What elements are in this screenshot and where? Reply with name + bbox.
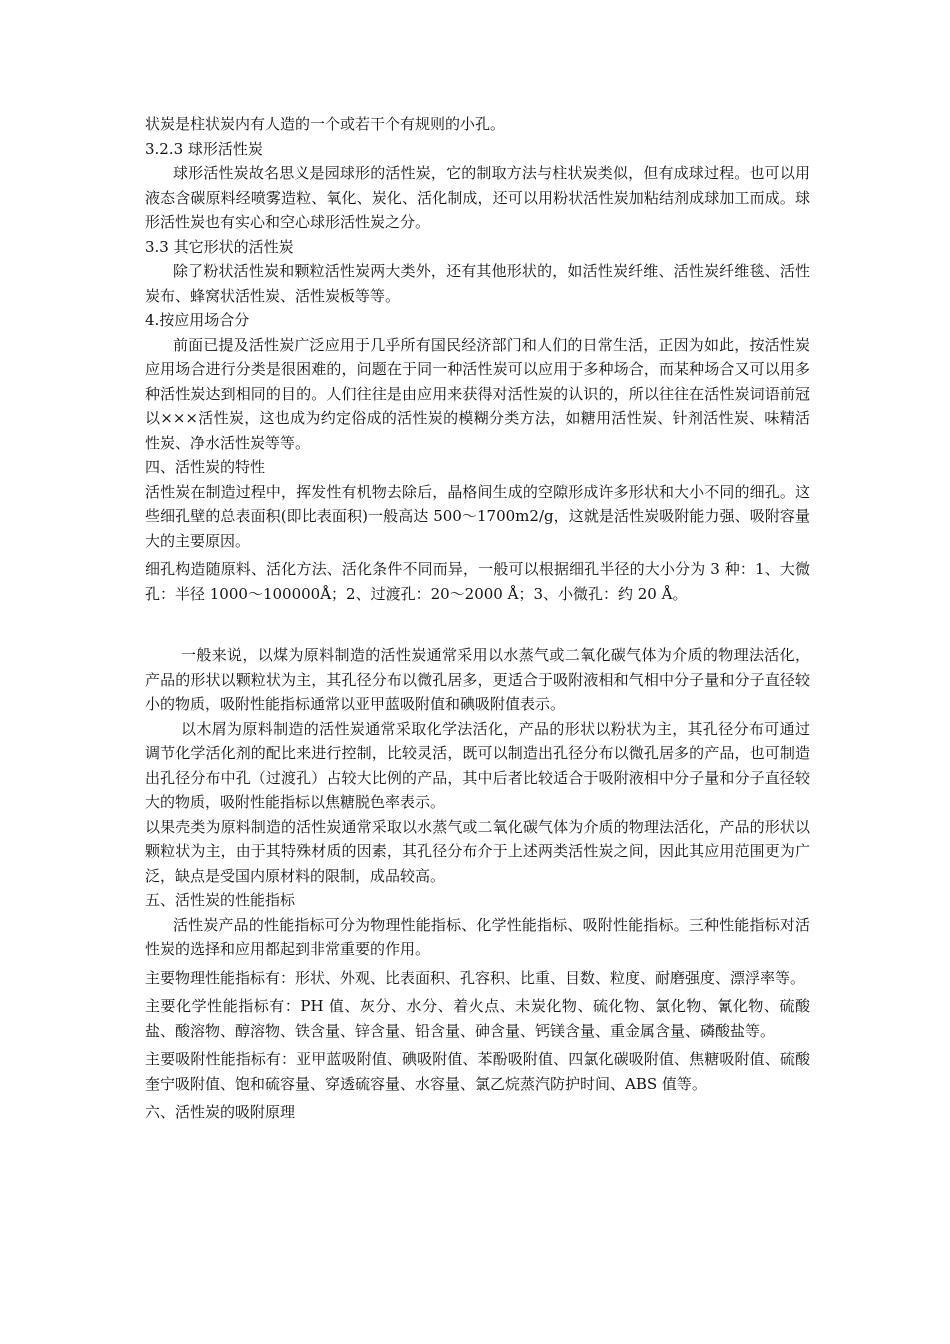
- paragraph-shell-based: 以果壳类为原料制造的活性炭通常采取以水蒸气或二氧化碳气体为介质的物理法活化，产品的形状以颗粒状为主，由于其特殊材质的因素，其孔径分布介于上述两类活性炭之间，因此其应用范围更为广泛，缺点是受国内原材料的限制，成品较高。: [145, 817, 810, 885]
- heading-3-3: 3.3 其它形状的活性炭: [145, 237, 294, 256]
- paragraph-coal-based: 一般来说，以煤为原料制造的活性炭通常采用以水蒸气或二氧化碳气体为介质的物理法活化，产品的形状以颗粒状为主，其孔径分布以微孔居多，更适合于吸附液相和气相中分子量和分子直径较小的物质，吸附性能指标通常以亚甲蓝吸附值和碘吸附值表示。: [145, 646, 810, 713]
- heading-section-four: 四、活性炭的特性: [145, 458, 266, 476]
- paragraph-columnar-carbon-end: 状炭是柱状炭内有人造的一个或若干个有规则的小孔。: [145, 115, 506, 133]
- heading-3-2-3: 3.2.3 球形活性炭: [145, 139, 263, 158]
- heading-section-six: 六、活性炭的吸附原理: [145, 1103, 296, 1121]
- paragraph-by-application: 前面已提及活性炭广泛应用于几乎所有国民经济部门和人们的日常生活，正因为如此，按活性炭应用场合进行分类是很困难的，问题在于同一种活性炭可以应用于多种场合，而某种场合又可以用多种活性炭达到相同的目的。人们往往是由应用来获得对活性炭的认识的，所以往往在活性炭词语前冠以×××活性炭，这也成为约定俗成的活性炭的模糊分类方法，如糖用活性炭、针剂活性炭、味精活性炭、净水活性炭等等。: [145, 335, 810, 452]
- paragraph-pore-surface-area: 活性炭在制造过程中，挥发性有机物去除后，晶格间生成的空隙形成许多形状和大小不同的细孔。这些细孔壁的总表面积(即比表面积)一般高达 500～1700m2/g，这就是活性炭吸附能力强、吸附容量大的主要原因。: [145, 482, 810, 550]
- paragraph-chemical-indicators: 主要化学性能指标有：PH 值、灰分、水分、着火点、未炭化物、硫化物、氯化物、氰化物、硫酸盐、酸溶物、醇溶物、铁含量、锌含量、铅含量、砷含量、钙镁含量、重金属含量、磷酸盐等。: [145, 997, 810, 1040]
- paragraph-physical-indicators: 主要物理性能指标有：形状、外观、比表面积、孔容积、比重、目数、粒度、耐磨强度、漂浮率等。: [145, 968, 806, 987]
- paragraph-spherical-carbon: 球形活性炭故名思义是园球形的活性炭，它的制取方法与柱状炭类似，但有成球过程。也可以用液态含碳原料经喷雾造粒、氧化、炭化、活化制成，还可以用粉状活性炭加粘结剂成球加工而成。球形活性炭也有实心和空心球形活性炭之分。: [145, 164, 810, 231]
- heading-4: 4.按应用场合分: [145, 311, 250, 329]
- paragraph-performance-overview: 活性炭产品的性能指标可分为物理性能指标、化学性能指标、吸附性能指标。三种性能指标对活性炭的选择和应用都起到非常重要的作用。: [145, 915, 810, 958]
- paragraph-adsorption-indicators: 主要吸附性能指标有：亚甲蓝吸附值、碘吸附值、苯酚吸附值、四氯化碳吸附值、焦糖吸附值、硫酸奎宁吸附值、饱和硫容量、穿透硫容量、水容量、氯乙烷蒸汽防护时间、ABS 值等。: [145, 1050, 810, 1093]
- heading-section-five: 五、活性炭的性能指标: [145, 891, 296, 909]
- document-page: [145, 112, 810, 1125]
- paragraph-other-shapes: 除了粉状活性炭和颗粒活性炭两大类外，还有其他形状的，如活性炭纤维、活性炭纤维毯、活性炭布、蜂窝状活性炭、活性炭板等等。: [145, 262, 810, 305]
- paragraph-wood-based: 以木屑为原料制造的活性炭通常采取化学法活化，产品的形状以粉状为主，其孔径分布可通过调节化学活化剂的配比来进行控制，比较灵活，既可以制造出孔径分布以微孔居多的产品，也可制造出孔径分布中孔（过渡孔）占较大比例的产品，其中后者比较适合于吸附液相中分子量和分子直径较大的物质，吸附性能指标以焦糖脱色率表示。: [145, 719, 810, 811]
- paragraph-pore-classes: 细孔构造随原料、活化方法、活化条件不同而异，一般可以根据细孔半径的大小分为 3 种：1、大微孔：半径 1000～100000Å；2、过渡孔：20～2000 Å；3、小微孔：约 20 Å。: [145, 560, 810, 603]
